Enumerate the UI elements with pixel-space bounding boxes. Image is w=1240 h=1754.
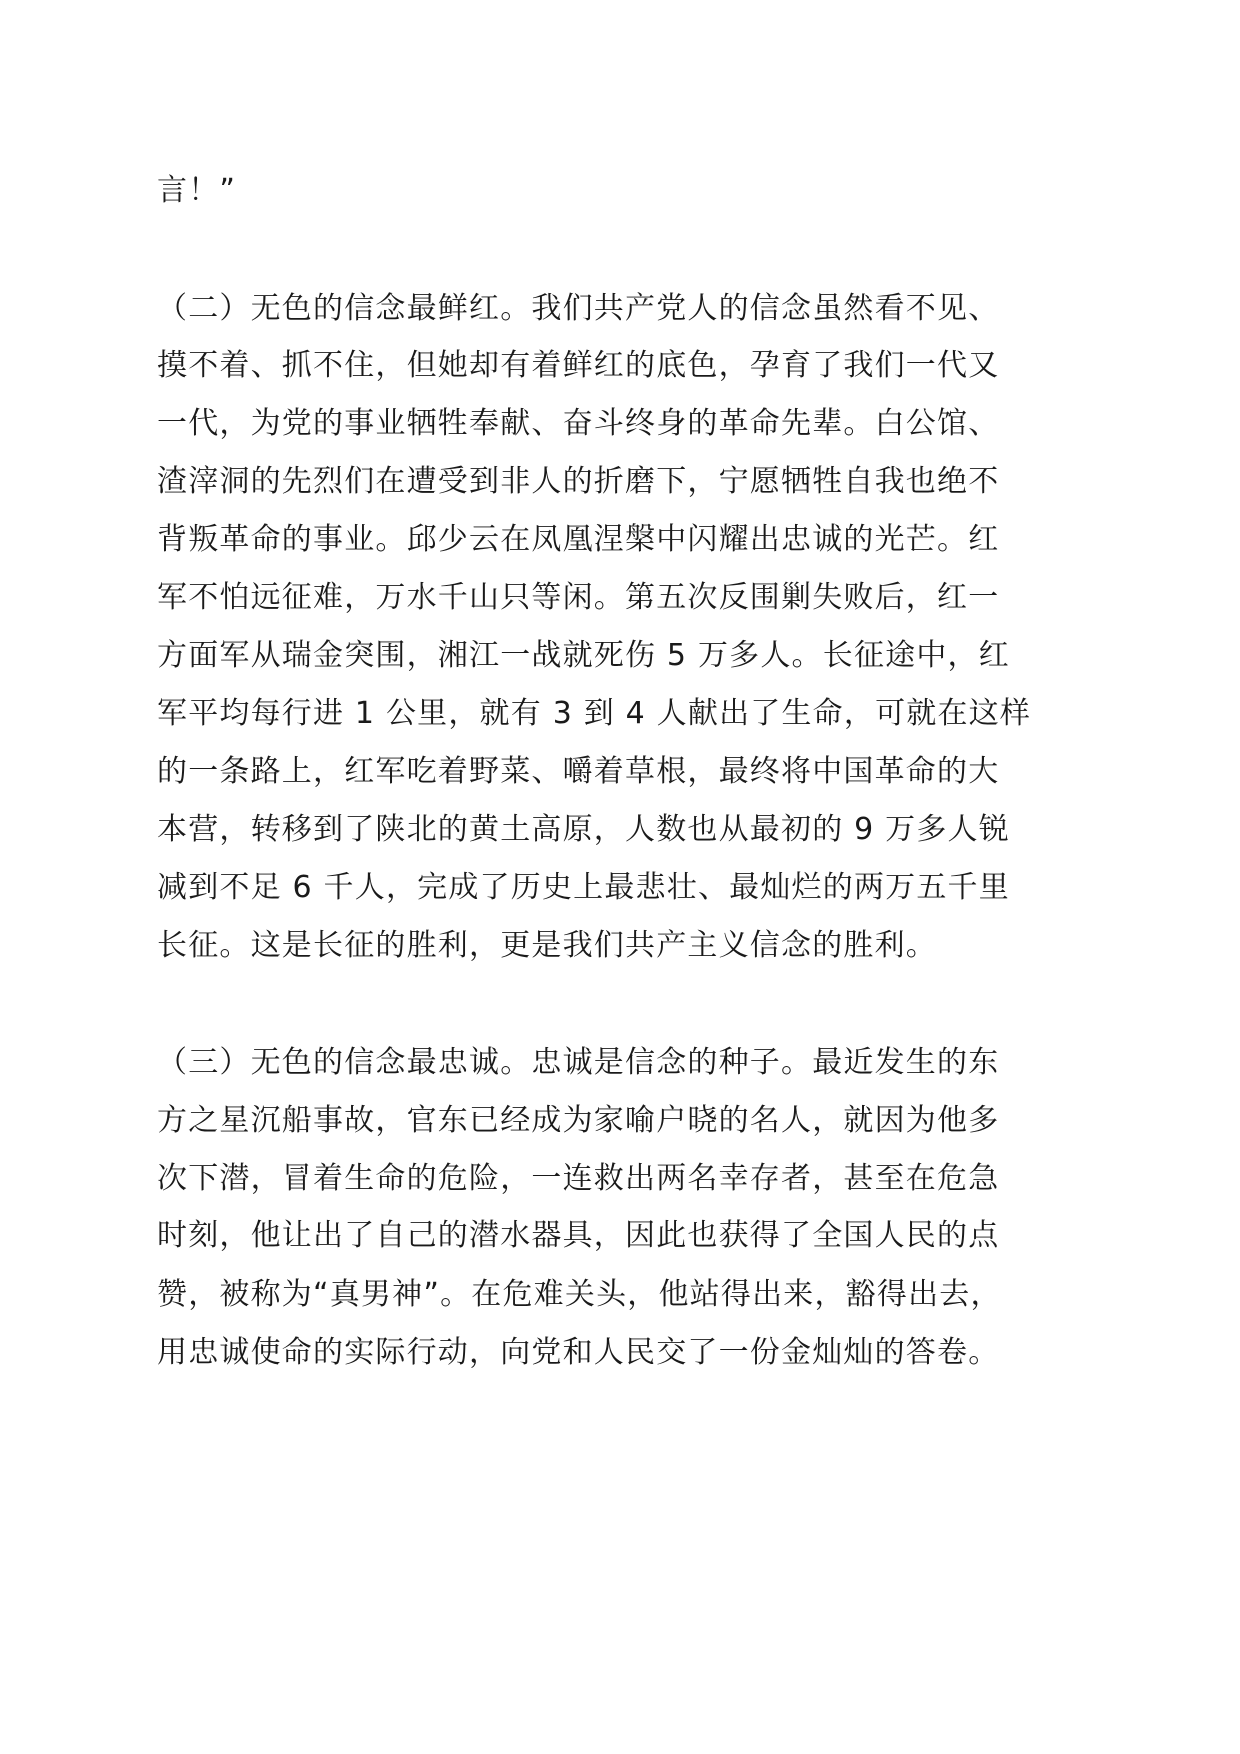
text-line: 渣滓洞的先烈们在遭受到非人的折磨下，宁愿牺牲自我也绝不 bbox=[157, 464, 1000, 499]
text-line: （三）无色的信念最忠诚。忠诚是信念的种子。最近发生的东 bbox=[157, 1045, 1000, 1080]
text-line: 军平均每行进 1 公里，就有 3 到 4 人献出了生命，可就在这样 bbox=[157, 696, 1032, 731]
text-line: 时刻，他让出了自己的潜水器具，因此也获得了全国人民的点 bbox=[157, 1218, 1000, 1253]
text-line: 长征。这是长征的胜利，更是我们共产主义信念的胜利。 bbox=[157, 928, 937, 963]
text-line: 次下潜，冒着生命的危险，一连救出两名幸存者，甚至在危急 bbox=[157, 1161, 1000, 1196]
text-line: 言！” bbox=[157, 173, 237, 208]
text-line: 摸不着、抓不住，但她却有着鲜红的底色，孕育了我们一代又 bbox=[157, 348, 1000, 383]
text-line: 的一条路上，红军吃着野菜、嚼着草根，最终将中国革命的大 bbox=[157, 754, 1000, 789]
text-line: 用忠诚使命的实际行动，向党和人民交了一份金灿灿的答卷。 bbox=[157, 1335, 1000, 1370]
text-line: 赞，被称为“真男神”。在危难关头，他站得出来，豁得出去， bbox=[157, 1277, 1002, 1312]
text-line: 军不怕远征难，万水千山只等闲。第五次反围剿失败后，红一 bbox=[157, 580, 1000, 615]
text-line: 本营，转移到了陕北的黄土高原，人数也从最初的 9 万多人锐 bbox=[157, 812, 1010, 847]
text-line: 方之星沉船事故，官东已经成为家喻户晓的名人，就因为他多 bbox=[157, 1103, 1000, 1138]
text-line: 方面军从瑞金突围，湘江一战就死伤 5 万多人。长征途中，红 bbox=[157, 638, 1010, 673]
text-line: 一代，为党的事业牺牲奉献、奋斗终身的革命先辈。白公馆、 bbox=[157, 406, 1000, 441]
text-line: 减到不足 6 千人，完成了历史上最悲壮、最灿烂的两万五千里 bbox=[157, 870, 1010, 905]
text-line: （二）无色的信念最鲜红。我们共产党人的信念虽然看不见、 bbox=[157, 291, 1000, 326]
text-line: 背叛革命的事业。邱少云在凤凰涅槃中闪耀出忠诚的光芒。红 bbox=[157, 522, 1000, 557]
